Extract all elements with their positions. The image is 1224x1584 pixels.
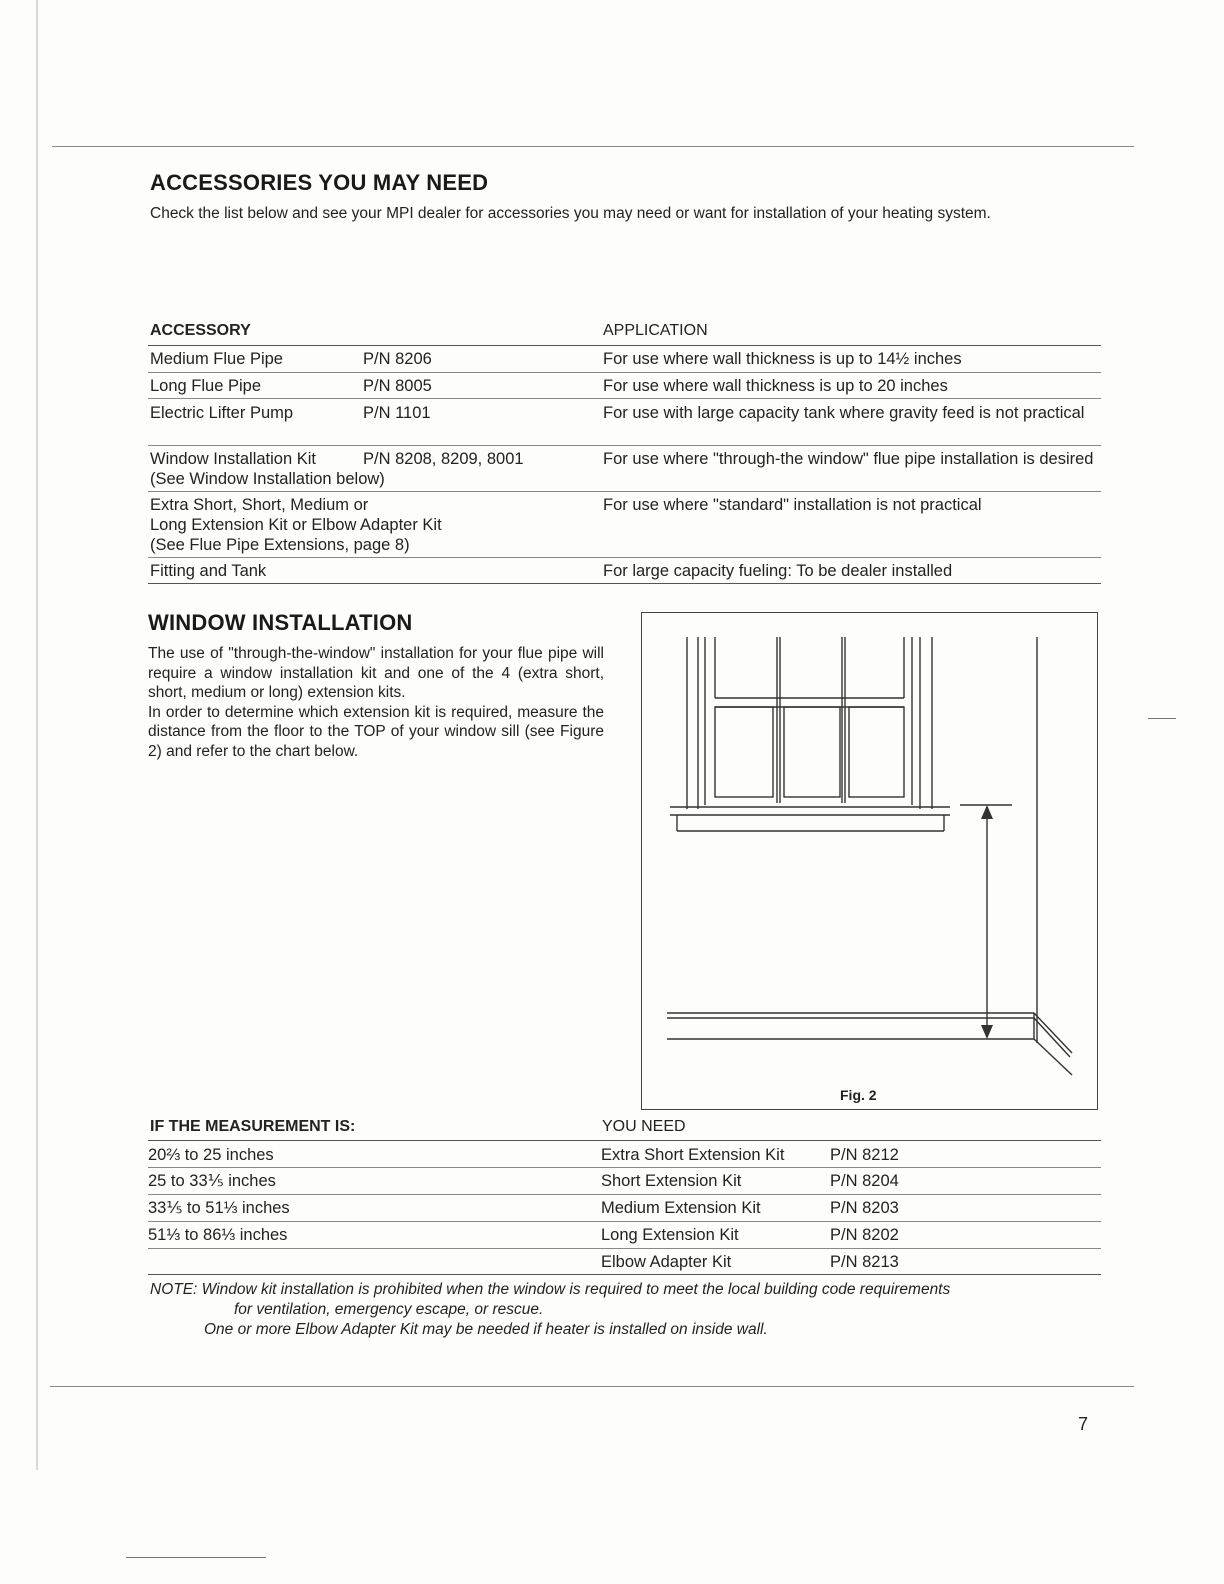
row-rule <box>148 1248 1101 1249</box>
row-rule <box>148 491 1101 492</box>
kit-name: Elbow Adapter Kit <box>601 1253 732 1271</box>
figure-label: Fig. 2 <box>840 1087 877 1103</box>
kit-pn: P/N 8212 <box>830 1146 899 1164</box>
kit-name: Long Extension Kit <box>601 1226 739 1244</box>
accessory-name: Medium Flue Pipe <box>150 350 283 368</box>
accessory-pn: P/N 1101 <box>363 404 431 422</box>
accessory-name: Electric Lifter Pump <box>150 404 294 422</box>
row-rule <box>148 372 1101 373</box>
measure-header-rule <box>148 1140 1101 1141</box>
table-bottom-rule <box>148 583 1101 584</box>
row-rule <box>148 1167 1101 1168</box>
accessory-application: For use where wall thickness is up to 14½ inches <box>603 350 962 368</box>
accessory-name-line2: Long Extension Kit or Elbow Adapter Kit <box>150 516 442 534</box>
measurement-column-header: IF THE MEASUREMENT IS: <box>150 1118 356 1135</box>
accessory-application: For large capacity fueling: To be dealer installed <box>603 562 953 580</box>
accessory-name-note: (See Window Installation below) <box>150 470 385 488</box>
scan-mark <box>126 1557 266 1558</box>
page-edge-shadow <box>36 0 38 1470</box>
kit-pn: P/N 8203 <box>830 1199 899 1217</box>
accessory-application: For use where "through-the window" flue pipe installation is desired <box>603 450 1094 468</box>
kit-name: Short Extension Kit <box>601 1172 742 1190</box>
accessories-intro: Check the list below and see your MPI dealer for accessories you may need or want for installation of your heating system. <box>150 205 991 222</box>
accessory-application: For use where "standard" installation is not practical <box>603 496 982 514</box>
note-line-2: for ventilation, emergency escape, or rescue. <box>234 1301 544 1318</box>
kit-name: Extra Short Extension Kit <box>601 1146 785 1164</box>
row-rule <box>148 1194 1101 1195</box>
row-rule <box>148 445 1101 446</box>
kit-name: Medium Extension Kit <box>601 1199 761 1217</box>
window-paragraph-2: In order to determine which extension kit is required, measure the distance from the floor to the TOP of your window sill (see Figure 2) and refer to the chart below. <box>148 703 604 760</box>
accessory-pn: P/N 8206 <box>363 350 432 368</box>
scan-mark <box>1148 718 1176 719</box>
kit-pn: P/N 8202 <box>830 1226 899 1244</box>
kit-pn: P/N 8204 <box>830 1172 899 1190</box>
note-block <box>150 1280 1110 1340</box>
measurement-range: 20⅔ to 25 inches <box>148 1146 274 1164</box>
page-number: 7 <box>1078 1414 1089 1434</box>
row-rule <box>148 557 1101 558</box>
measure-bottom-rule <box>148 1274 1101 1275</box>
window-installation-text <box>148 644 604 762</box>
window-paragraph-1: The use of "through-the-window" installation for your flue pipe will require a window installation kit and one of the 4 (extra short, short, medium or long) extension kits. <box>148 645 604 702</box>
kit-pn: P/N 8213 <box>830 1253 899 1271</box>
figure-2-frame <box>641 612 1098 1110</box>
accessory-name-note: (See Flue Pipe Extensions, page 8) <box>150 536 410 554</box>
accessory-column-header: ACCESSORY <box>150 322 251 339</box>
measurement-range: 25 to 33⅕ inches <box>148 1172 276 1190</box>
row-rule <box>148 1221 1101 1222</box>
bottom-rule <box>50 1386 1134 1387</box>
note-line-3: One or more Elbow Adapter Kit may be needed if heater is installed on inside wall. <box>204 1321 768 1338</box>
accessory-pn: P/N 8208, 8209, 8001 <box>363 450 524 468</box>
accessory-application: For use with large capacity tank where gravity feed is not practical <box>603 404 1085 422</box>
window-installation-title: WINDOW INSTALLATION <box>148 610 413 635</box>
accessories-title: ACCESSORIES YOU MAY NEED <box>150 170 489 195</box>
window-sill-diagram <box>642 613 1099 1111</box>
accessory-name: Fitting and Tank <box>150 562 267 580</box>
accessory-name: Long Flue Pipe <box>150 377 261 395</box>
accessory-name: Extra Short, Short, Medium or <box>150 496 369 514</box>
top-rule <box>52 146 1134 147</box>
accessory-header-rule <box>148 345 1101 346</box>
accessory-pn: P/N 8005 <box>363 377 432 395</box>
application-column-header: APPLICATION <box>603 322 708 339</box>
measurement-range: 33⅕ to 51⅓ inches <box>148 1199 290 1217</box>
you-need-column-header: YOU NEED <box>602 1118 686 1135</box>
measurement-range: 51⅓ to 86⅓ inches <box>148 1226 288 1244</box>
accessory-application: For use where wall thickness is up to 20 inches <box>603 377 948 395</box>
accessory-name: Window Installation Kit <box>150 450 316 468</box>
row-rule <box>148 398 1101 399</box>
note-line-1: NOTE: Window kit installation is prohibited when the window is required to meet the local building code requirements <box>150 1281 951 1298</box>
